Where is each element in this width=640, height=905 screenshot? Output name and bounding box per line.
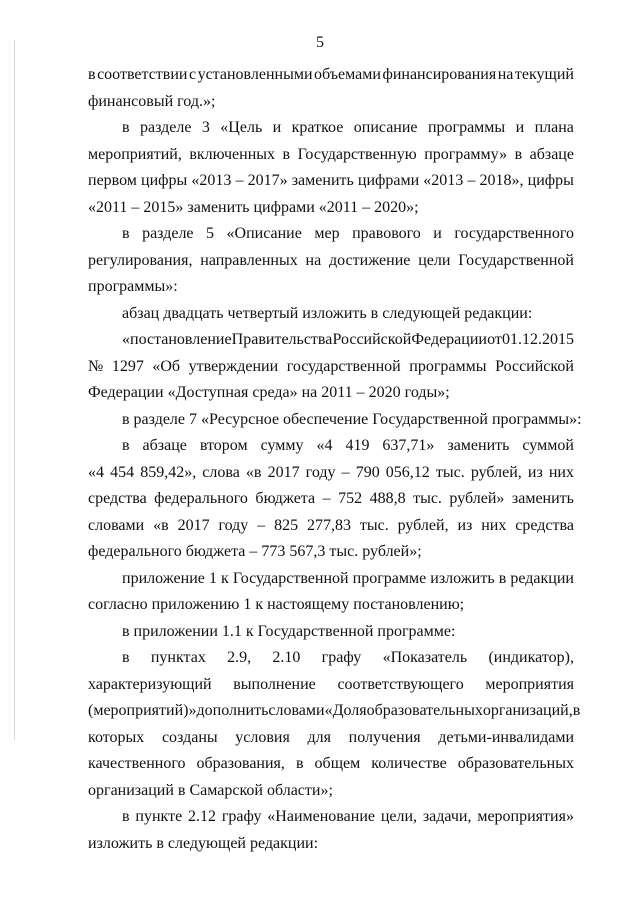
text-line: которых созданы условия для получения детьми-инвалидами bbox=[88, 728, 574, 746]
text-line: в разделе 3 «Цель и краткое описание программы и плана bbox=[122, 119, 574, 136]
paragraph bbox=[88, 62, 574, 115]
text-line: «4 454 859,42», слова «в 2017 году – 790 056,12 тыс. рублей, из них bbox=[88, 463, 574, 481]
text-line: регулирования, направленных на достижение цели Государственной bbox=[88, 251, 574, 269]
text-line: средства федерального бюджета – 752 488,8 тыс. рублей» заменить bbox=[88, 490, 574, 507]
text-line: первом цифры «2013 – 2017» заменить цифрами «2013 – 2018», цифры bbox=[88, 172, 574, 189]
text-line: в абзаце втором сумму «4 419 637,71» заменить суммой bbox=[122, 437, 574, 454]
text-line: финансовый год.»; bbox=[88, 92, 216, 110]
paragraph bbox=[88, 433, 574, 566]
paragraph bbox=[88, 619, 574, 646]
paragraph bbox=[88, 327, 574, 407]
margin-line bbox=[14, 40, 15, 740]
text-line: «2011 – 2015» заменить цифрами «2011 – 2020»; bbox=[88, 198, 419, 216]
text-line: качественного образования, в общем количестве образовательных bbox=[88, 755, 574, 772]
text-line: в пункте 2.12 графу «Наименование цели, задачи, мероприятия» bbox=[122, 808, 574, 825]
text-line: Федерации «Доступная среда» на 2011 – 2020 годы»; bbox=[88, 384, 450, 401]
text-line: (мероприятий)» дополнить словами «Доля образовательных организаций, в bbox=[88, 702, 581, 719]
document-body bbox=[88, 62, 582, 857]
page-number: 5 bbox=[316, 34, 324, 51]
text-line: в пунктах 2.9, 2.10 графу «Показатель (индикатор), bbox=[122, 649, 574, 666]
text-line: организаций в Самарской области»; bbox=[88, 781, 333, 799]
paragraph bbox=[88, 804, 574, 857]
text-line: характеризующий выполнение соответствующего мероприятия bbox=[88, 675, 574, 693]
text-line: согласно приложению 1 к настоящему постановлению; bbox=[88, 596, 465, 613]
text-line: приложение 1 к Государственной программе изложить в редакции bbox=[122, 569, 574, 587]
paragraph bbox=[88, 407, 582, 434]
text-line: № 1297 «Об утверждении государственной программы Российской bbox=[88, 357, 574, 375]
paragraph bbox=[88, 301, 574, 328]
paragraph bbox=[88, 566, 574, 619]
paragraph bbox=[88, 115, 574, 221]
text-line: «постановление Правительства Российской Федерации от 01.12.2015 bbox=[122, 331, 574, 348]
text-line: программы»: bbox=[88, 278, 178, 295]
text-line: в приложении 1.1 к Государственной программе: bbox=[122, 622, 456, 640]
paragraph bbox=[88, 645, 581, 804]
text-line: в разделе 7 «Ресурсное обеспечение Государственной программы»: bbox=[122, 410, 582, 428]
text-line: в соответствии с установленными объемами финансирования на текущий bbox=[88, 66, 574, 83]
text-line: в разделе 5 «Описание мер правового и государственного bbox=[122, 225, 574, 242]
paragraph bbox=[88, 221, 574, 301]
text-line: словами «в 2017 году – 825 277,83 тыс. рублей, из них средства bbox=[88, 516, 574, 534]
text-line: мероприятий, включенных в Государственную программу» в абзаце bbox=[88, 145, 574, 163]
text-line: федерального бюджета – 773 567,3 тыс. рублей»; bbox=[88, 543, 422, 560]
text-line: абзац двадцать четвертый изложить в следующей редакции: bbox=[122, 304, 533, 322]
text-line: изложить в следующей редакции: bbox=[88, 834, 319, 852]
